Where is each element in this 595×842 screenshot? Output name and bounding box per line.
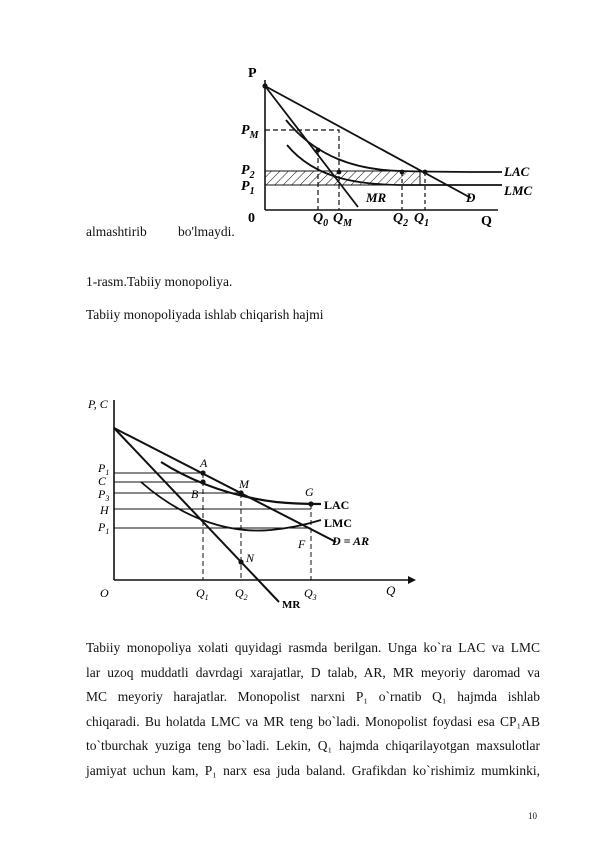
paragraph-line: MC meyoriy harajatlar. Monopolist narxni P₁ o`rnatib Q₁ hajmda ishlab (86, 689, 540, 705)
line-bolmaydi: bo'lmaydi. (178, 224, 235, 239)
x-axis-arrow (408, 576, 416, 584)
d-ar-label: D = AR (332, 534, 370, 548)
p1-label: $P_1$ (241, 179, 255, 197)
page-number: 10 (528, 811, 537, 821)
h-label: H (100, 503, 109, 517)
pm-label: $P_M$ (241, 123, 259, 141)
lmc-curve (141, 482, 321, 531)
lac-curve (286, 120, 502, 172)
p3-label: $P_3$ (98, 487, 110, 503)
q0-label: $Q_0$ (313, 211, 329, 229)
axis-x-label: Q (481, 214, 492, 229)
p1-label: $P_1$ (98, 461, 110, 477)
point-a (200, 470, 205, 475)
g-label: G (305, 485, 314, 499)
c-label: C (98, 474, 107, 488)
lmc-label: LMC (324, 516, 352, 530)
p2-label: $P_2$ (241, 163, 255, 181)
q1-label: $Q_1$ (196, 586, 209, 602)
mr-curve (114, 428, 279, 602)
point-pm (316, 148, 321, 153)
q2-label: $Q_2$ (235, 586, 248, 602)
mr-label: MR (366, 190, 387, 205)
d-label: D (466, 190, 476, 205)
f-label: F (298, 537, 306, 551)
figure-natural-monopoly-1 (236, 62, 536, 237)
p2-label: $P_1$ (98, 520, 110, 536)
a-label: A (200, 456, 208, 470)
pm-guide (265, 130, 339, 210)
figure-caption: 1-rasm.Tabiiy monopoliya. (86, 274, 233, 289)
point-n (238, 559, 243, 564)
origin-label: O (100, 586, 109, 600)
subheading: Tabiiy monopoliyada ishlab chiqarish hajmi (86, 307, 324, 322)
q2-label: $Q_2$ (393, 211, 409, 229)
paragraph-line: to`tburchak yuziga teng bo`ladi. Lekin, Q₁ hajmda chiqarilayotgan maxsulotlar (86, 738, 540, 754)
figure-natural-monopoly-2 (86, 392, 416, 612)
q1-label: $Q_1$ (414, 211, 430, 229)
lac-label: LAC (324, 498, 350, 512)
point-top (262, 83, 267, 88)
paragraph-line: jamiyat uchun kam, P₁ narx esa juda baland. Grafikdan ko`rishimiz mumkinki, (86, 762, 540, 778)
n-label: N (246, 551, 255, 565)
body-paragraph (86, 636, 540, 784)
axis-x-label: Q (386, 583, 396, 598)
axis-y-label: P (248, 66, 257, 81)
mr-label: MR (282, 599, 301, 611)
point-b (200, 479, 205, 484)
q3-label: $Q_3$ (304, 586, 317, 602)
qm-label: $Q_M$ (333, 211, 353, 229)
m-label: M (239, 477, 249, 491)
paragraph-line: chiqaradi. Bu holatda LMC va MR teng bo`ladi. Monopolist foydasi esa CP₁AB (86, 713, 540, 729)
b-label: B (191, 487, 199, 501)
point-g (308, 501, 313, 506)
origin-label: 0 (248, 211, 255, 226)
mr-curve (265, 86, 358, 207)
paragraph-line: Tabiiy monopoliya xolati quyidagi rasmda berilgan. Unga ko`ra LAC va LMC (86, 640, 540, 655)
paragraph-line: lar uzoq muddatli davrdagi xarajatlar, D talab, AR, MR meyoriy daromad va (86, 664, 540, 680)
lmc-label: LMC (504, 183, 533, 198)
point-mid (337, 170, 342, 175)
lac-label: LAC (504, 164, 530, 179)
point-q2 (400, 170, 405, 175)
point-q1 (423, 170, 428, 175)
axis-y-label: P, C (88, 397, 108, 411)
point-m (238, 490, 243, 495)
line-almashtirib: almashtirib (86, 224, 147, 239)
